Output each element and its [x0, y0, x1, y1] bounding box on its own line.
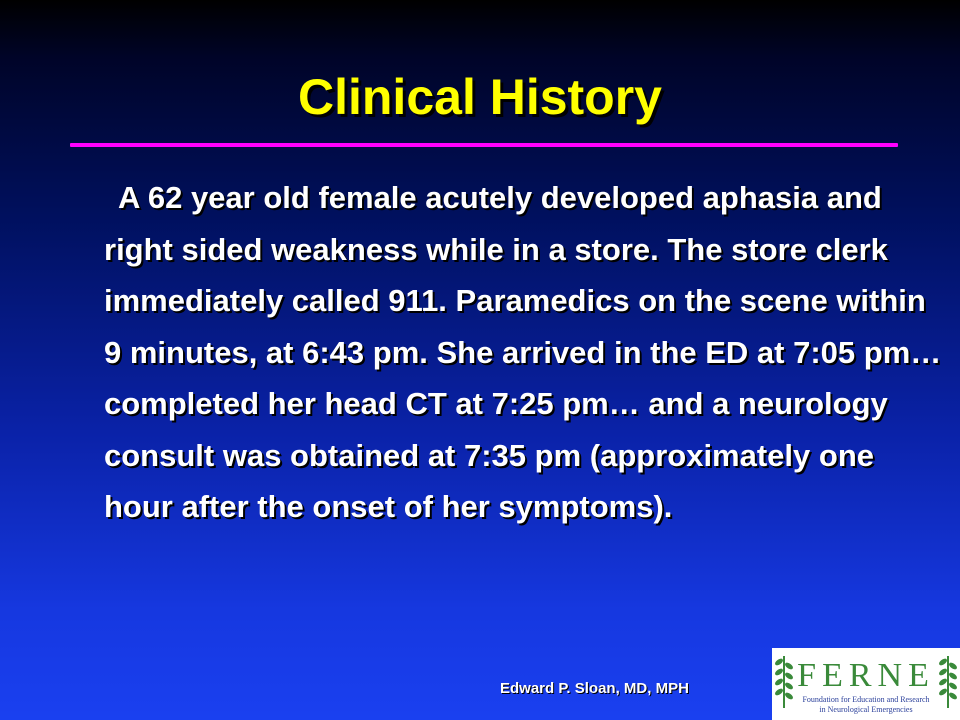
ferne-logo	[772, 648, 960, 720]
title-underline	[70, 143, 898, 147]
leaf-sprig-icon	[939, 656, 958, 708]
logo-wordmark: FERNE	[797, 657, 935, 694]
clinical-history-text: A 62 year old female acutely developed aphasia and right sided weakness while in a store. The store clerk immediately called 911. Paramedics on the scene within 9 minutes, at 6:43 pm. She arrived in the ED at 7:05 pm… completed her head CT at 7:25 pm… and a neurology consult was obtained at 7:35 pm (approximately one hour after the onset of her symptoms).	[104, 180, 942, 524]
logo-tagline-line2: in Neurological Emergencies	[819, 705, 913, 714]
leaf-sprig-icon	[775, 656, 794, 708]
ferne-logo-graphic	[772, 648, 960, 720]
slide-title: Clinical History	[298, 69, 662, 125]
author-credit: Edward P. Sloan, MD, MPH	[500, 680, 689, 697]
logo-tagline-line1: Foundation for Education and Research	[802, 695, 930, 704]
